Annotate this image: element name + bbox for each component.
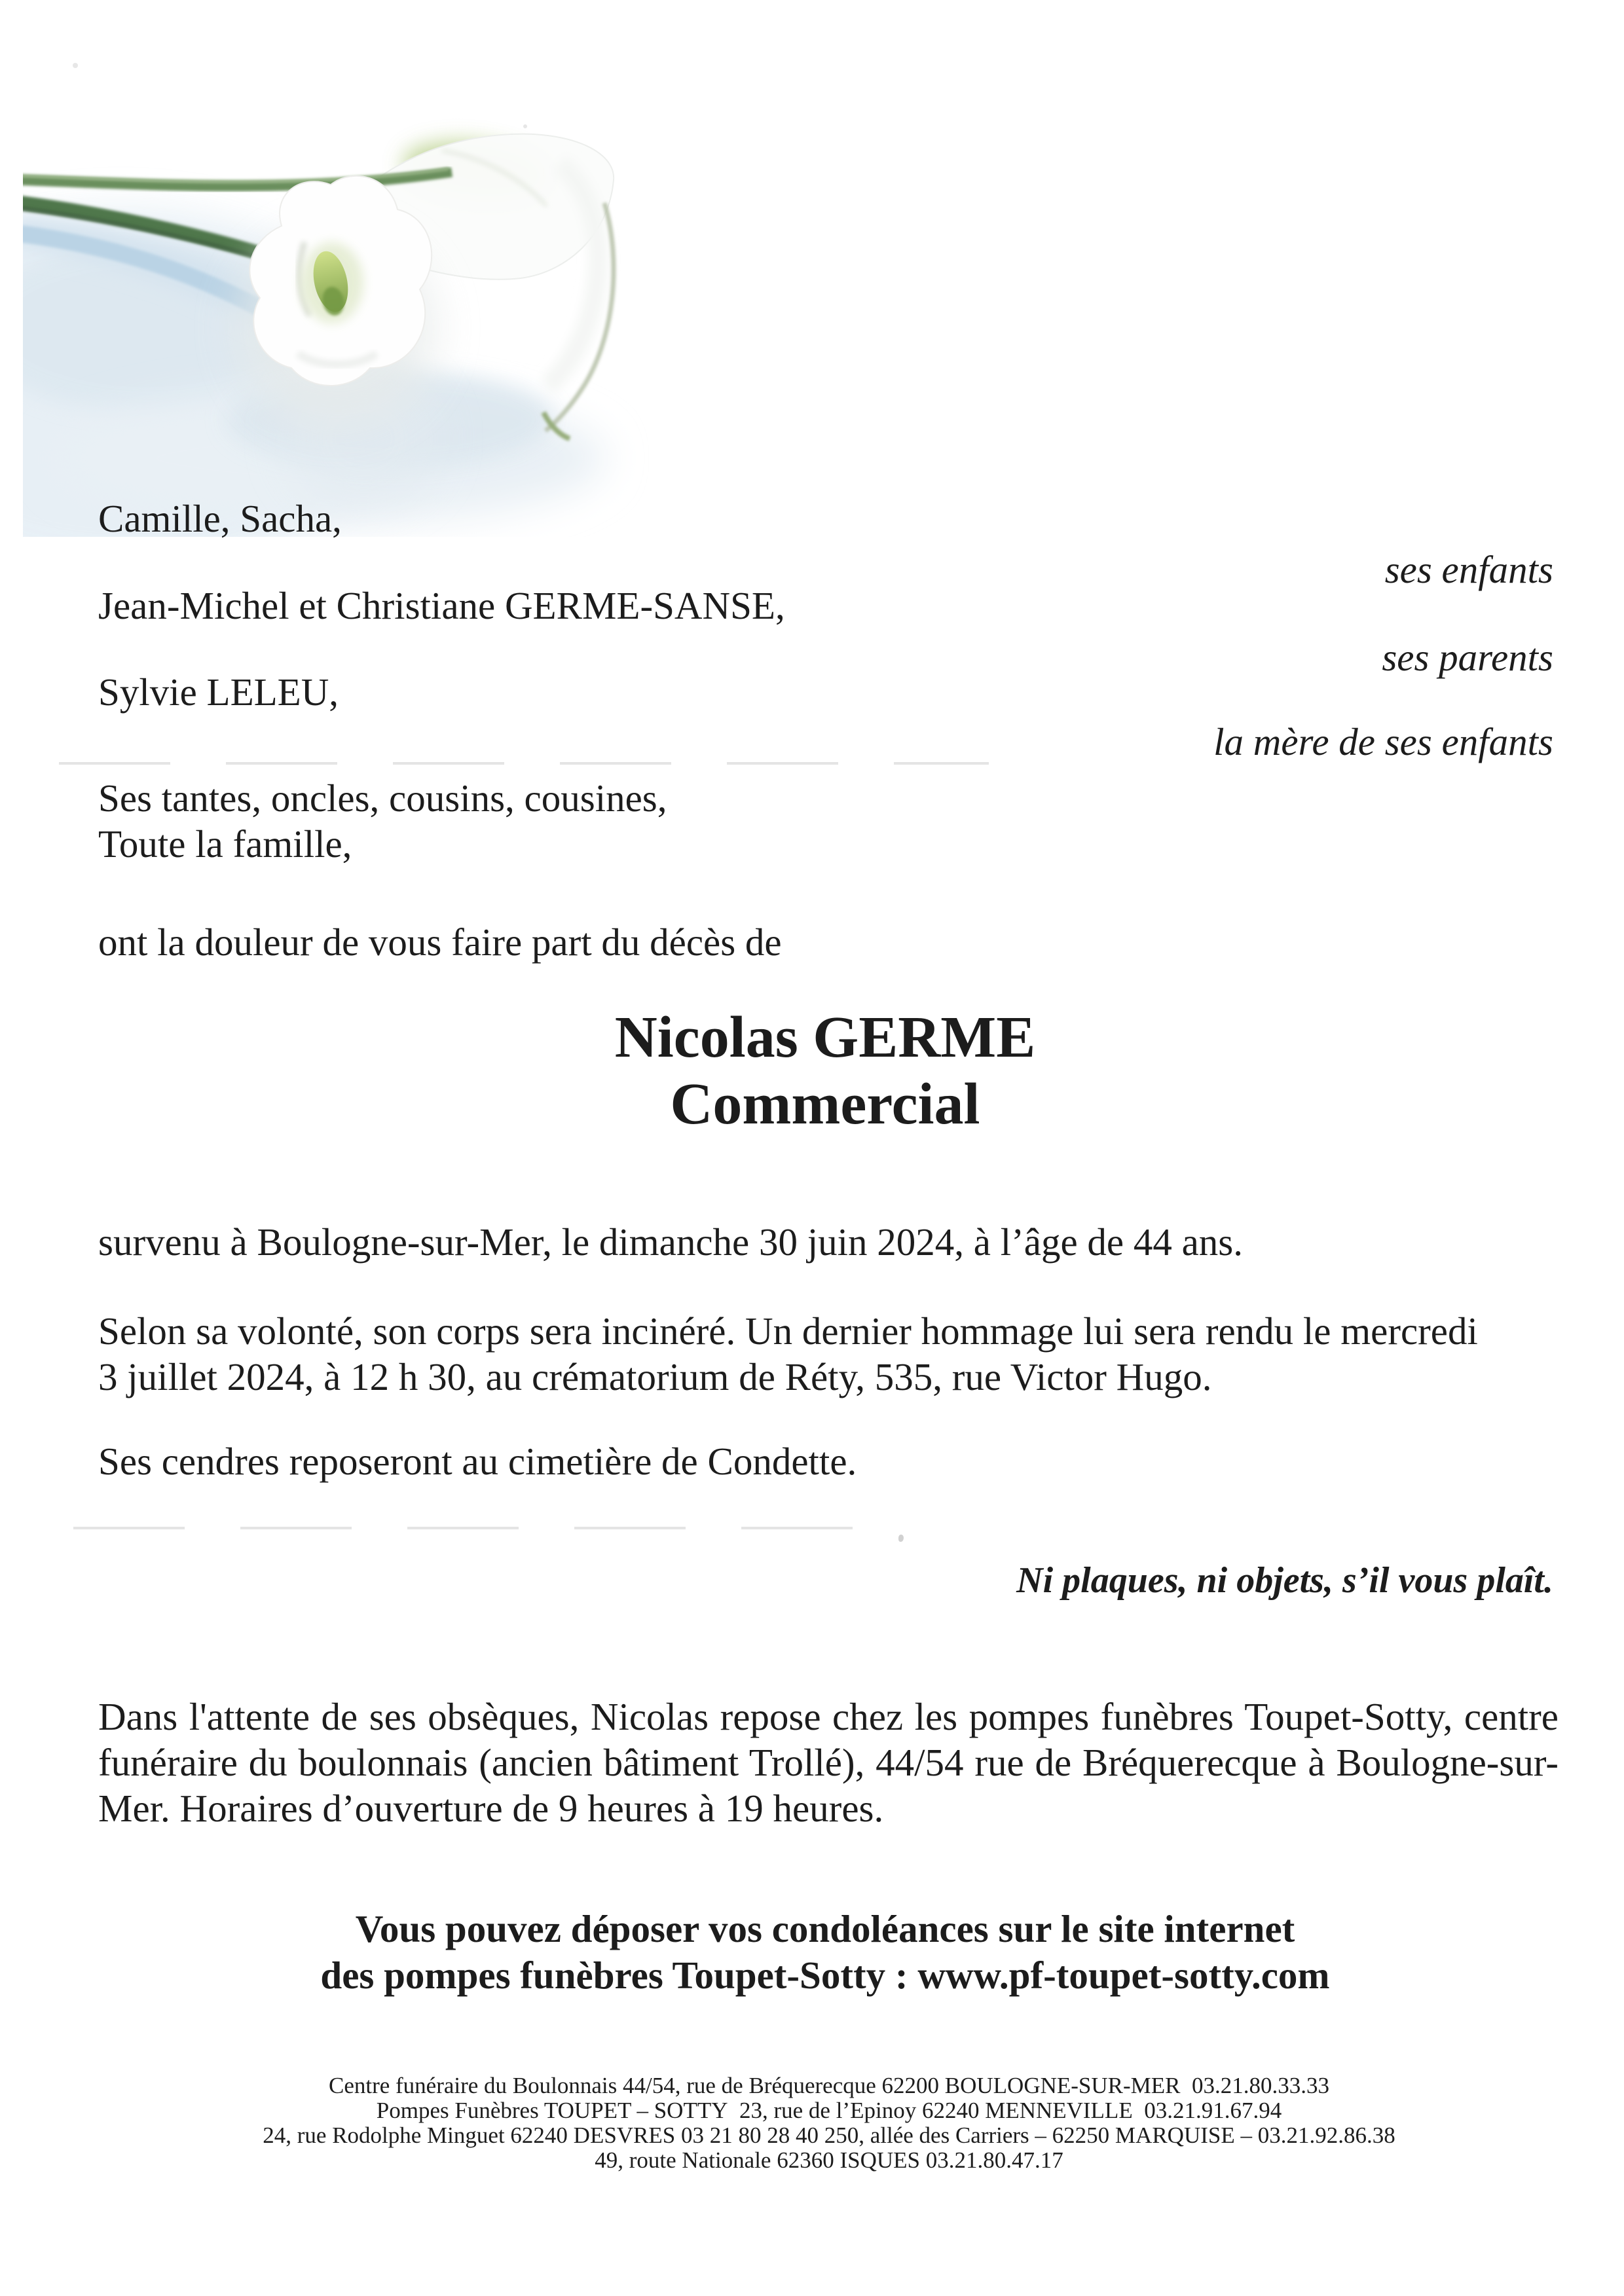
footer-address-line-1: Centre funéraire du Boulonnais 44/54, rue de Bréquerecque 62200 BOULOGNE-SUR-MER 03.21.80.33.33 (328, 2073, 1330, 2098)
scan-speck (73, 63, 78, 68)
scan-artifact-line-1 (59, 762, 989, 765)
relation-label-2: ses parents (1382, 636, 1553, 679)
footer-address-line-4: 49, route Nationale 62360 ISQUES 03.21.80.47.17 (595, 2147, 1063, 2173)
repose-line-2: funéraire du boulonnais (ancien bâtiment Trollé), 44/54 rue de Bréquerecque à Boulogne-sur- (98, 1741, 1559, 1784)
condolences-line-2: des pompes funèbres Toupet-Sotty : www.pf-toupet-sotty.com (320, 1954, 1330, 1997)
scan-speck (523, 124, 527, 128)
announcement-line: ont la douleur de vous faire part du décès de (98, 920, 782, 964)
repose-line-3: Mer. Horaires d’ouverture de 9 heures à 19 heures. (98, 1787, 884, 1830)
ceremony-line-1: Selon sa volonté, son corps sera incinéré. Un dernier hommage lui sera rendu le mercredi (98, 1309, 1478, 1353)
calla-lily-illustration (23, 46, 652, 540)
family-names-3: Sylvie LELEU, (98, 670, 339, 714)
relatives-line-2: Toute la famille, (98, 822, 352, 866)
calla-lily-photo (23, 46, 652, 540)
request-line: Ni plaques, ni objets, s’il vous plaît. (1016, 1560, 1553, 1601)
ceremony-line-2: 3 juillet 2024, à 12 h 30, au crématorium de Réty, 535, rue Victor Hugo. (98, 1355, 1212, 1398)
family-names-1: Camille, Sacha, (98, 497, 342, 540)
relatives-line-1: Ses tantes, oncles, cousins, cousines, (98, 776, 667, 820)
death-notice-line: survenu à Boulogne-sur-Mer, le dimanche 30 juin 2024, à l’âge de 44 ans. (98, 1220, 1243, 1264)
ashes-line: Ses cendres reposeront au cimetière de Condette. (98, 1440, 857, 1483)
repose-line-1: Dans l'attente de ses obsèques, Nicolas repose chez les pompes funèbres Toupet-Sotty, centre (98, 1695, 1559, 1738)
scan-artifact-line-2 (73, 1527, 905, 1529)
deceased-profession: Commercial (670, 1072, 980, 1137)
deceased-name: Nicolas GERME (614, 1005, 1036, 1070)
condolences-line-1: Vous pouvez déposer vos condoléances sur le site internet (355, 1907, 1295, 1950)
footer-address-line-3: 24, rue Rodolphe Minguet 62240 DESVRES 03 21 80 28 40 250, allée des Carriers – 62250 MARQUISE – 03.21.92.86.38 (263, 2123, 1395, 2148)
scan-speck (898, 1535, 904, 1542)
relation-label-3: la mère de ses enfants (1213, 720, 1553, 763)
footer-address-line-2: Pompes Funèbres TOUPET – SOTTY 23, rue de l’Epinoy 62240 MENNEVILLE 03.21.91.67.94 (376, 2098, 1282, 2123)
relation-label-1: ses enfants (1384, 548, 1553, 591)
family-names-2: Jean-Michel et Christiane GERME-SANSE, (98, 584, 785, 627)
